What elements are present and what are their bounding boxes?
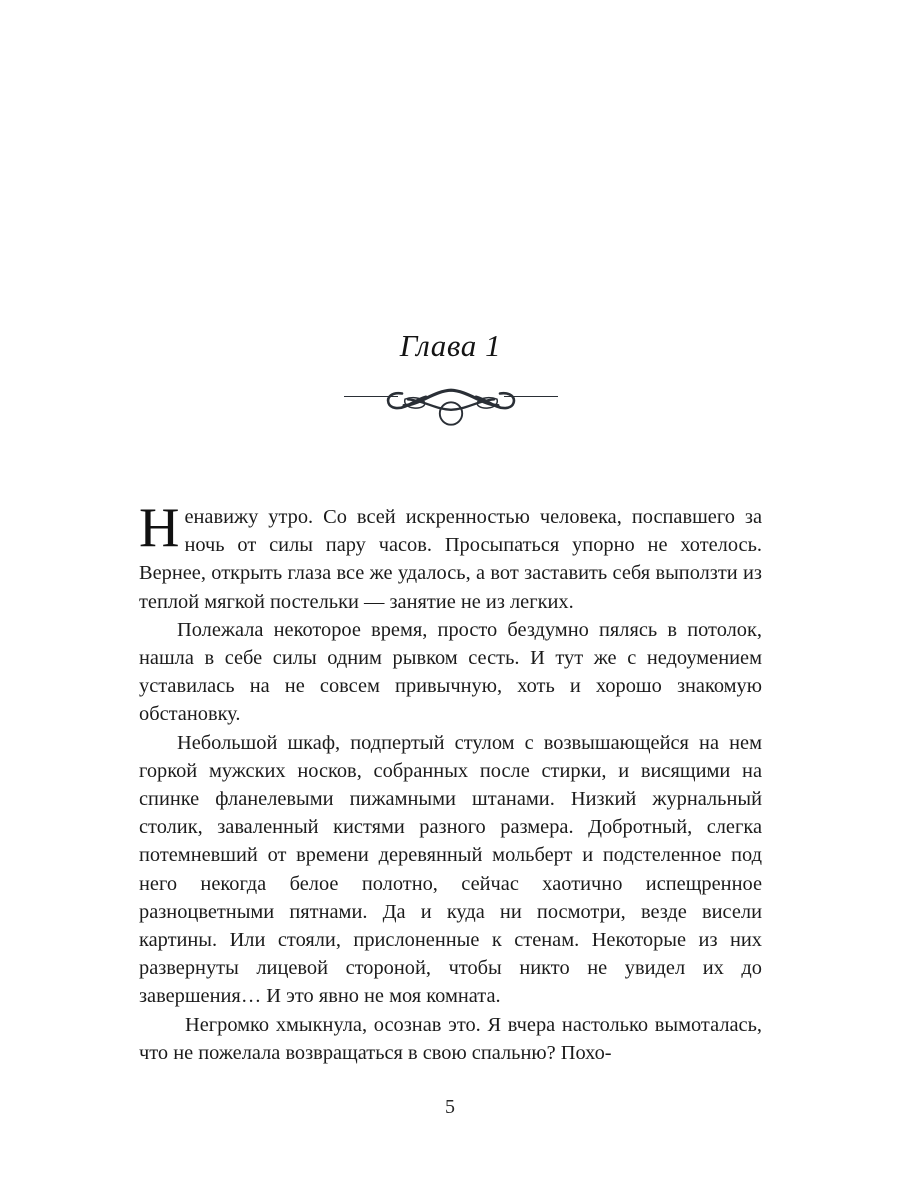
paragraph-3: Небольшой шкаф, подпертый стулом с возвышающейся на нем горкой мужских носков, собранных после стирки, и висящими на спинке фланелевыми пижамными штанами. Низкий журнальный столик, заваленный кистями разного размера. Добротный, слегка потемневший от времени деревянный мольберт и подстеленное под него некогда белое полотно, сейчас хаотично испещренное разноцветными пятнами. Да и куда ни посмотри, везде висели картины. Или стояли, прислоненные к стенам. Некоторые из них развернуты лицевой стороной, чтобы никто не увидел их до завершения… И это явно не моя комната. <box>139 731 762 1008</box>
flourish-divider-ornament <box>342 378 560 430</box>
paragraph-1: Ненавижу утро. Со всей искренностью человека, поспавшего за ночь от силы пару часов. Просыпаться упорно не хотелось. Вернее, открыть глаза все же удалось, а вот заставить себя выползти из теплой мягкой постельки — занятие не из легких. <box>139 497 762 613</box>
paragraph-4: Негромко хмыкнула, осознав это. Я вчера настолько вымоталась, что не пожелала возвращаться в свою спальню? Похо- <box>139 1013 762 1064</box>
page-number: 5 <box>445 1096 455 1118</box>
chapter-title: Глава 1 <box>399 328 502 363</box>
chapter-heading-block <box>139 328 762 430</box>
body-text-block <box>139 497 762 1067</box>
paragraph-2: Полежала некоторое время, просто бездумно пялясь в потолок, нашла в себе силы одним рывком сесть. И тут же с недоумением уставилась на не совсем привычную, хоть и хорошо знакомую обстановку. <box>139 618 762 726</box>
ornament-container <box>139 378 762 430</box>
